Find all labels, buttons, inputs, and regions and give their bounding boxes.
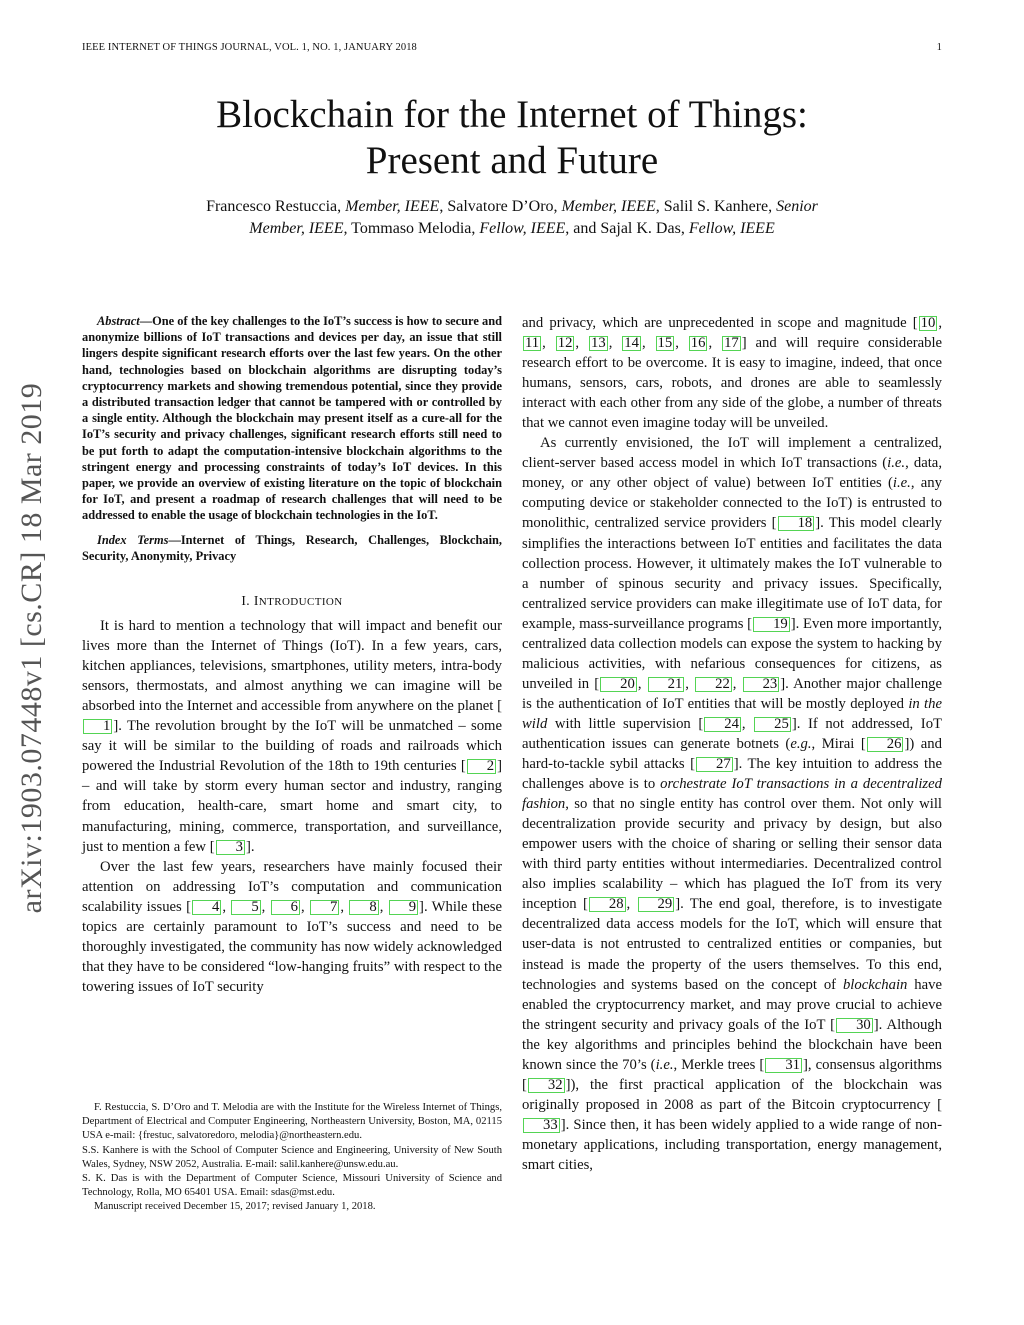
citation-link[interactable]: 10 — [920, 315, 936, 331]
journal-name: IEEE INTERNET OF THINGS JOURNAL, VOL. 1, NO. 1, JANUARY 2018 — [82, 42, 417, 53]
paper-title — [0, 92, 1024, 184]
citation-link[interactable]: 19 — [753, 617, 790, 632]
paragraph: Over the last few years, researchers have mainly focused their attention on addressing IoT’s computation and communication scalability issues [ 4 , 5 , 6 , 7 , 8 , 9 ]. While these topics are certainly paramount to IoT’s success and need to be thoroughly investigated, the community has now widely acknowledged that they have to be considered “low-hanging fruits” with respect to the towering issues of IoT security — [82, 858, 503, 995]
citation-link[interactable]: 25 — [754, 717, 791, 732]
author-membership: Member, IEEE, — [249, 220, 348, 237]
author-membership: Member, IEEE — [345, 198, 440, 215]
citation-link[interactable]: 1 — [83, 719, 112, 734]
footnote-affiliation-2: S.S. Kanhere is with the School of Computer Science and Engineering, University of New South Wales, Sydney, NSW 2052, Australia. E-mail: salil.kanhere@unsw.edu.au. — [82, 1144, 502, 1170]
emphasis-text: orchestrate IoT transactions in a decentralized fashion — [522, 776, 943, 813]
author-membership: Fellow, IEEE — [479, 220, 566, 237]
author-membership: Member, IEEE — [561, 198, 656, 215]
citation-link[interactable]: 26 — [867, 737, 904, 752]
left-column — [82, 313, 502, 997]
citation-link[interactable]: 14 — [624, 335, 639, 352]
author-membership: Senior — [776, 198, 818, 215]
author-name: , and Sajal K. Das, — [565, 220, 689, 237]
citation-link[interactable]: 20 — [600, 677, 637, 692]
section-initial: I — [253, 593, 259, 609]
author-line-2 — [100, 218, 924, 240]
author-name: Francesco Restuccia, — [206, 198, 346, 215]
section-title-rest: NTRODUCTION — [258, 596, 343, 609]
emphasis-text: in the wild — [522, 695, 942, 732]
citation-link[interactable]: 17 — [724, 335, 739, 352]
citation-link[interactable]: 3 — [216, 840, 245, 855]
abstract-label: Abstract — [97, 314, 140, 328]
citation-link[interactable]: 5 — [231, 900, 260, 915]
author-name: , Salil S. Kanhere, — [655, 198, 777, 215]
section-number: I. — [241, 593, 254, 609]
citation-link[interactable]: 8 — [349, 900, 378, 915]
citation-link[interactable]: 27 — [696, 757, 733, 772]
citation-link[interactable]: 21 — [648, 677, 685, 692]
footnote-affiliation-3: S. K. Das is with the Department of Computer Science, Missouri University of Science and Technology, Rolla, MO 65401 USA. Email: sdas@mst.edu. — [82, 1173, 502, 1199]
emphasis-text: i.e. — [655, 1056, 674, 1073]
citation-link[interactable]: 2 — [467, 759, 496, 774]
citation-link[interactable]: 16 — [690, 335, 706, 352]
author-line-1 — [100, 196, 924, 218]
author-list — [100, 196, 924, 240]
citation-link[interactable]: 30 — [836, 1018, 873, 1033]
right-column — [522, 313, 942, 1175]
emphasis-text: blockchain — [842, 976, 908, 993]
emphasis-text: i.e. — [892, 475, 911, 492]
citation-link[interactable]: 13 — [591, 335, 606, 352]
title-line-1: Blockchain for the Internet of Things: — [216, 93, 808, 136]
citation-link[interactable]: 15 — [657, 335, 673, 352]
title-line-2: Present and Future — [365, 139, 659, 182]
citation-link[interactable]: 23 — [743, 677, 780, 692]
citation-link[interactable]: 18 — [778, 516, 815, 531]
emphasis-text: i.e. — [887, 455, 906, 472]
citation-link[interactable]: 9 — [389, 900, 418, 915]
citation-link[interactable]: 31 — [765, 1058, 802, 1073]
paragraph: and privacy, which are unprecedented in scope and magnitude [ 10 , 11 , 12 , 13 , 14 , 15 , 16 , 17 ] and will require considerable research effort to be overcome. It is easy to imagine, indeed, that once humans, sensors, cars, robots, and drones are able to seamlessly interact with each other from any side of the globe, a number of threats that we cannot even imagine today will be unveiled. — [522, 315, 943, 432]
footnote-manuscript-dates: Manuscript received December 15, 2017; revised January 1, 2018. — [94, 1201, 376, 1213]
citation-link[interactable]: 24 — [704, 717, 741, 732]
abstract-text: —One of the key challenges to the IoT’s success is how to secure and anonymize billions of IoT transactions and devices per day, an issue that still lingers despite significant research efforts over the last few years. On the other hand, technologies based on blockchain algorithms are disrupting today’s cryptocurrency markets and showing tremendous potential, since they provide a distributed transaction ledger that cannot be tampered with or controlled by a single entity. Although the blockchain may present itself as a cure-all for the IoT’s security and privacy challenges, significant research efforts still need to be put forth to adapt the computation-intensive blockchain algorithms to the stringent energy and processing constraints of today’s IoT devices. In this paper, we provide an overview of existing literature on the topic of blockchain for IoT, and present a roadmap of research challenges that will need to be addressed to enable the usage of blockchain technologies in the IoT. — [82, 314, 502, 523]
footnotes — [82, 1101, 502, 1215]
index-terms-text: —Internet of Things, Research, Challenges, Blockchain, Security, Anonymity, Privacy — [82, 532, 502, 563]
citation-link[interactable]: 11 — [525, 335, 540, 352]
citation-link[interactable]: 4 — [192, 900, 221, 915]
paragraph: It is hard to mention a technology that will impact and benefit our lives more than the Internet of Things (IoT). In a few years, cars, kitchen appliances, televisions, smartphones, utility meters, intra-body sensors, thermostats, and almost anything we can imagine will be absorbed into the Internet and accessible from anywhere on the planet [1 ]. The revolution brought by the IoT will be unmatched – some say it will be similar to the building of roads and railroads which powered the Industrial Revolution of the 18th to 19th centuries [ 2 ] – and will take by storm every human sector and industry, ranging from education, health-care, smart home and smart city, to manufacturing, mining, commerce, transportation, and surveillance, just to mention a few [ 3 ]. — [82, 618, 502, 855]
citation-link[interactable]: 7 — [310, 900, 339, 915]
citation-link[interactable]: 22 — [695, 677, 732, 692]
arxiv-identifier: arXiv:1903.07448v1 [cs.CR] 18 Mar 2019 — [15, 382, 48, 913]
author-membership: Fellow, IEEE — [688, 220, 775, 237]
author-name: , Salvatore D’Oro, — [439, 198, 562, 215]
footnote-affiliation-1: F. Restuccia, S. D’Oro and T. Melodia are with the Institute for the Wireless Internet of Things, Department of Electrical and Computer Engineering, Northeastern University, Boston, MA, 02115 USA e-mail: {frestuc, salvatoredoro, melodia}@northeastern.edu. — [82, 1102, 502, 1142]
paragraph: As currently envisioned, the IoT will implement a centralized, client-server based access model in which IoT transactions (i.e., data, money, or any other object of value) between IoT entities (i.e., any computing device or stakeholder connected to the IoT) is entrusted to monolithic, centralized service providers [ 18 ]. This model clearly simplifies the interactions between IoT entities and facilitates the data collection process. However, it ultimately makes the IoT vulnerable to a number of spinous security and privacy issues. Specifically, centralized service providers can make illegitimate use of IoT data, for example, mass-surveillance programs [ 19 ]. Even more importantly, centralized data collection models can expose the system to hacking by malicious activities, with nefarious consequences for citizens, as unveiled in [ 20 , 21 , 22 , 23 ]. Another major challenge is the authentication of IoT entities that will be mostly deployed in the wild with little supervision [ 24 , 25 ]. If not addressed, IoT authentication issues can generate botnets (e.g., Mirai [ 26 ]) and hard-to-tackle sybil attacks [ 27 ]. The key intuition to address the challenges above is to orchestrate IoT transactions in a decentralized fashion, so that no single entity has control over them. Not only will decentralization provide security and privacy by design, but also empower users with the choice of sharing or selling their sensor data with third party entities without intermediaries. Decentralized control also implies scalability – which has plagued the IoT from its very inception [ 28 , 29 ]. The end goal, therefore, is to investigate decentralized data access models for the IoT, which will ensure that user-data is not entrusted to centralized entities or companies, but instead is made the property of the users themselves. To this end, technologies and systems based on the concept of blockchain have enabled the cryptocurrency market, and may prove crucial to achieve the stringent security and privacy goals of the IoT [ 30 ]. Although the key algorithms and principles behind the blockchain have been known since the 70’s (i.e., Merkle trees [ 31 ], consensus algorithms [ 32 ]), the first practical application of the blockchain was originally proposed in 2008 as part of the Bitcoin cryptocurrency [33 ]. Since then, it has been widely applied to a wide range of non-monetary applications, including transportation, energy management, smart cities, — [522, 435, 943, 1173]
running-head — [82, 42, 942, 56]
citation-link[interactable]: 28 — [589, 897, 626, 912]
citation-link[interactable]: 12 — [557, 335, 573, 352]
page-number: 1 — [936, 42, 942, 53]
left-body-text — [82, 616, 502, 997]
section-heading-introduction — [82, 593, 502, 609]
index-terms — [82, 532, 502, 564]
right-body-text — [522, 313, 942, 1175]
index-terms-label: Index Terms — [97, 532, 169, 547]
citation-link[interactable]: 6 — [271, 900, 300, 915]
citation-link[interactable]: 32 — [528, 1078, 565, 1093]
emphasis-text: e.g. — [790, 735, 812, 752]
citation-link[interactable]: 29 — [638, 897, 675, 912]
author-name: Tommaso Melodia, — [347, 220, 480, 237]
citation-link[interactable]: 33 — [523, 1118, 560, 1133]
abstract — [82, 313, 502, 524]
arxiv-stamp — [12, 355, 52, 940]
